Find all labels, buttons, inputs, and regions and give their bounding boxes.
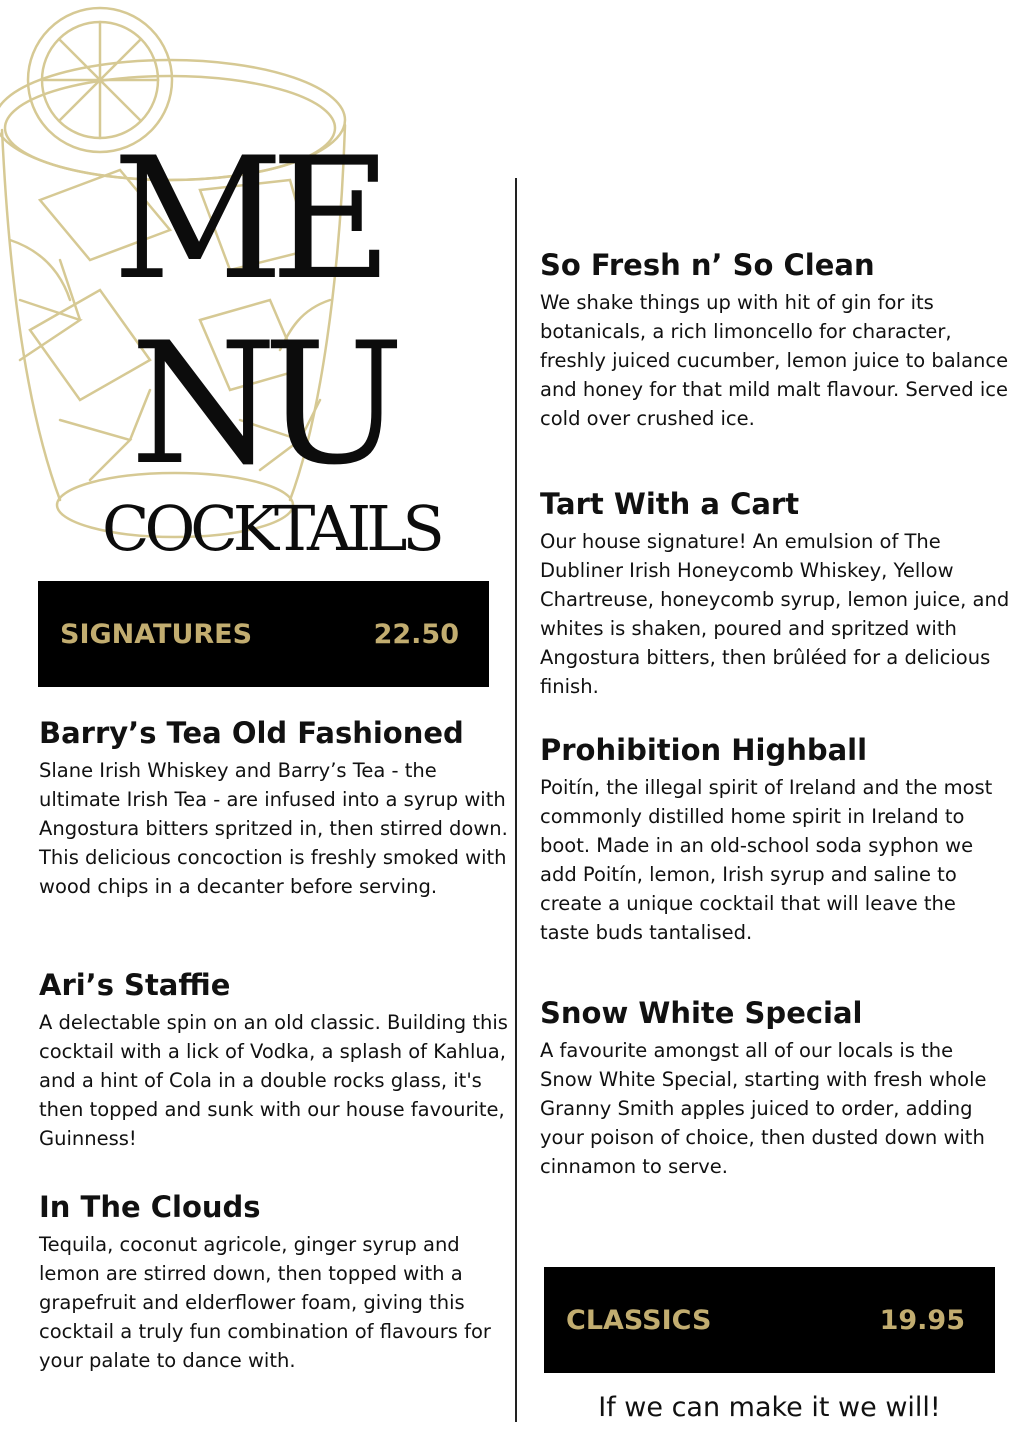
menu-item-description: Slane Irish Whiskey and Barry’s Tea - the ultimate Irish Tea - are infused into a syrup with Angostura bitters spritzed in, then stirred down. This delicious concoction is freshly smoked with wood chips in a decanter before serving. (39, 759, 508, 898)
signatures-price: 22.50 (373, 618, 459, 650)
menu-item (540, 487, 1010, 701)
classics-label: CLASSICS (566, 1304, 712, 1336)
menu-item (540, 996, 1010, 1181)
menu-item (39, 716, 517, 901)
menu-title-line2: NU (130, 306, 391, 502)
menu-item-name: Snow White Special (540, 996, 863, 1030)
signatures-banner (38, 581, 489, 687)
menu-item-name: Prohibition Highball (540, 733, 868, 767)
signatures-label: SIGNATURES (60, 618, 253, 650)
menu-subtitle: COCKTAILS (102, 492, 440, 565)
menu-item-description: We shake things up with hit of gin for its botanicals, a rich limoncello for character, freshly juiced cucumber, lemon juice to balance and honey for that mild malt flavour. Served ice cold over crushed ice. (540, 291, 1009, 430)
menu-item-name: So Fresh n’ So Clean (540, 248, 875, 282)
menu-item-name: Barry’s Tea Old Fashioned (39, 716, 464, 750)
classics-price: 19.95 (879, 1304, 965, 1336)
menu-item-description: Our house signature! An emulsion of The Dubliner Irish Honeycomb Whiskey, Yellow Chartreuse, honeycomb syrup, lemon juice, and whites is shaken, poured and spritzed with Angostura bitters, then brûléed for a delicious finish. (540, 530, 1010, 698)
menu-item-name: Tart With a Cart (540, 487, 800, 521)
menu-item-description: Poitín, the illegal spirit of Ireland and the most commonly distilled home spirit in Ireland to boot. Made in an old-school soda syphon we add Poitín, lemon, Irish syrup and saline to create a unique cocktail that will leave the taste buds tantalised. (540, 776, 993, 944)
classics-banner (544, 1267, 995, 1373)
menu-item-name: In The Clouds (39, 1190, 261, 1224)
classics-tagline: If we can make it we will! (598, 1392, 941, 1423)
menu-item (540, 733, 1010, 947)
menu-item-description: Tequila, coconut agricole, ginger syrup and lemon are stirred down, then topped with a grapefruit and elderflower foam, giving this cocktail a truly fun combination of flavours for your palate to dance with. (39, 1233, 491, 1372)
menu-item-name: Ari’s Staffie (39, 968, 231, 1002)
menu-item (540, 248, 1010, 433)
menu-item (39, 968, 517, 1153)
menu-title-line1: ME (112, 121, 379, 317)
menu-item (39, 1190, 517, 1375)
menu-item-description: A delectable spin on an old classic. Building this cocktail with a lick of Vodka, a splash of Kahlua, and a hint of Cola in a double rocks glass, it's then topped and sunk with our house favourite, Guinness! (39, 1011, 508, 1150)
menu-item-description: A favourite amongst all of our locals is the Snow White Special, starting with fresh whole Granny Smith apples juiced to order, adding your poison of choice, then dusted down with cinnamon to serve. (540, 1039, 987, 1178)
